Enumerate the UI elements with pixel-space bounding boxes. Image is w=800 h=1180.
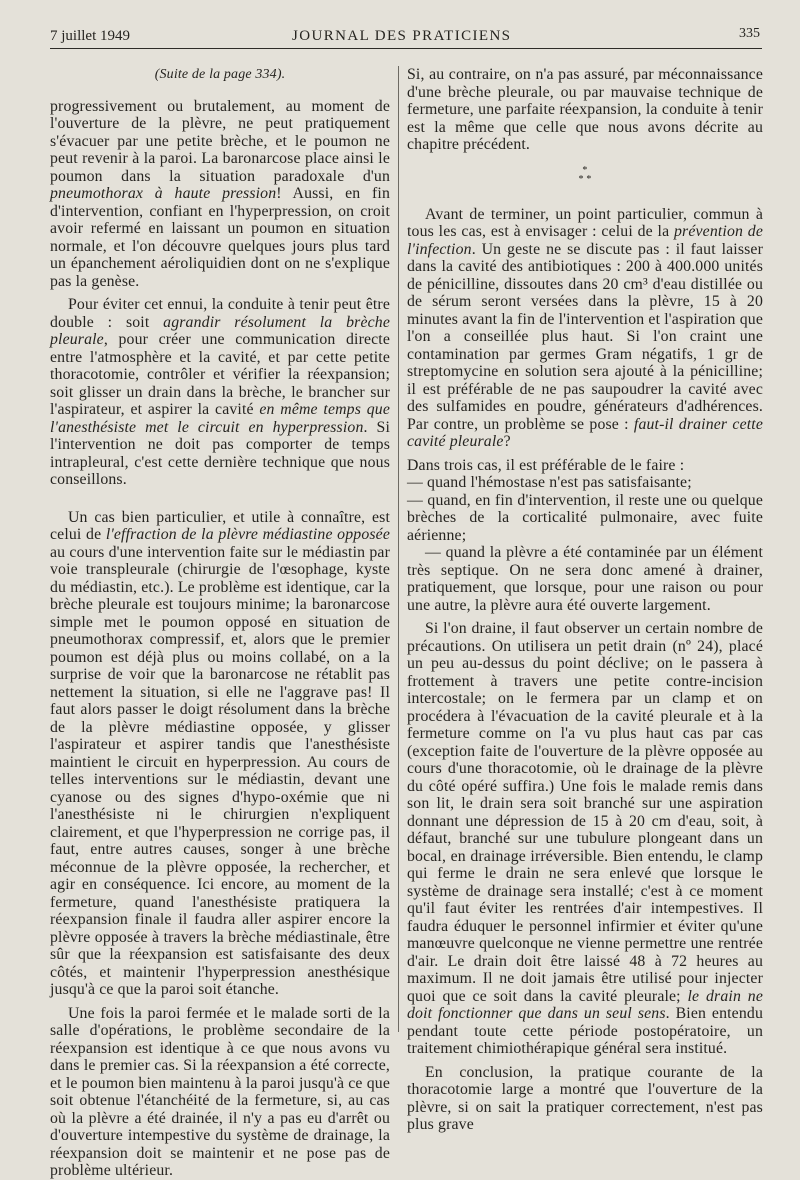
- running-header: [50, 24, 762, 49]
- right-column: [407, 66, 763, 1133]
- left-column: [50, 66, 391, 1179]
- issue-date: 7 juillet 1949: [50, 28, 130, 44]
- page-number: 335: [739, 26, 760, 41]
- paragraph: Une fois la paroi fermée et le malade sorti de la salle d'opérations, le problème secondaire de la réexpansion est identique à ce que nous avons vu dans le premier cas. Si la réexpansion a été correcte, et le poumon bien maintenu à la paroi jusqu'à ce que soit obtenue l'étanchéité de la fermeture, si, au cas où la plèvre a été drainée, il n'y a pas eu d'arrêt ou d'ouverture intempestive du système de drainage, la réexpansion doit se maintenir et ne pose pas de problème ultérieur.: [50, 1004, 390, 1179]
- list-item: — quand, en fin d'intervention, il reste une ou quelque brèches de la corticalité pulmonaire, avec fuite aérienne;: [407, 491, 763, 544]
- paragraph: Si l'on draine, il faut observer un certain nombre de précautions. On utilisera un petit drain (nº 24), placé un peu au-dessus du point déclive; on le passera à frottement à travers une petite contre-incision intercostale; on le fermera par un clamp et on procédera à l'évacuation de la cavité pleurale et à la fermeture comme on l'a vu plus haut cas par cas (exception faite de l'ouverture de la plèvre opposée au cours d'une thoracotomie, où le drainage de la plèvre du côté opéré suffira.) Une fois le malade remis dans son lit, le drain sera soit branché sur une aspiration donnant une dépression de 15 à 20 cm d'eau, soit, à défaut, branché sur une tubulure plongeant dans un bocal, en drainage irréversible. Bien entendu, le clamp qui ferme le drain ne sera enlevé que lorsque le système de drainage sera installé; c'est à ce moment qu'il faut éviter les rentrées d'air intempestives. Il faudra éduquer le personnel infirmier et éviter qu'une manœuvre quelconque ne vienne permettre une rentrée d'air. Le drain doit être laissé 48 à 72 heures au maximum. Il ne doit jamais être utilisé pour injecter quoi que ce soit dans la cavité pleurale; le drain ne doit fonctionner que dans un seul sens. Bien entendu pendant toute cette période postopératoire, un traitement chimiothérapique général sera institué.: [407, 620, 763, 1057]
- journal-title: JOURNAL DES PRATICIENS: [292, 28, 512, 44]
- section-separator: * * *: [578, 164, 592, 185]
- paragraph: Avant de terminer, un point particulier, commun à tous les cas, est à envisager : celui de la prévention de l'infection. Un geste ne se discute pas : il faut laisser dans la cavité des antibiotiques : 200 à 400.000 unités de pénicilline, dissoutes dans 20 cm³ d'eau distillée ou de sérum seront versées dans la plèvre, 15 à 20 minutes avant la fin de l'intervention et l'aspiration que l'on a conseillée plus haut. Si l'on craint une contamination par germes Gram négatifs, 1 gr de streptomycine en solution sera ajouté à la pénicilline; il est préférable de ne pas saupoudrer la cavité avec des sulfamides en poudre, générateurs d'adhérences. Par contre, un problème se pose : faut-il drainer cette cavité pleurale?: [407, 205, 763, 450]
- paragraph: progressivement ou brutalement, au moment de l'ouverture de la plèvre, ne peut pratiquement s'évacuer par une petite brèche, et le poumon ne peut revenir à la paroi. La baronarcose place ainsi le poumon dans la situation paradoxale d'un pneumothorax à haute pression! Aussi, en fin d'intervention, confiant en l'hyperpression, on croit avoir refermé en laissant un poumon en situation normale, et l'on découvre quelques jours plus tard un épanchement aéroliquidien dont on ne s'explique pas la genèse.: [50, 97, 391, 290]
- paragraph: Si, au contraire, on n'a pas assuré, par méconnaissance d'une brèche pleurale, ou par mauvaise technique de fermeture, une parfaite réexpansion, la conduite à tenir est la même que celle que nous avons décrite au chapitre précédent.: [407, 66, 763, 153]
- list-item: — quand la plèvre a été contaminée par un élément très septique. On ne sera donc amené à drainer, pratiquement, que lorsque, pour une raison ou pour une autre, la plèvre aura été ouverte largement.: [407, 544, 763, 614]
- continuation-note: (Suite de la page 334).: [154, 67, 286, 82]
- paragraph: Un cas bien particulier, et utile à connaître, est celui de l'effraction de la plèvre médiastine opposée au cours d'une intervention faite sur le médiastin par voie transpleurale (chirurgie de l'œsophage, kyste du médiastin, etc.). Le problème est identique, car la brèche pleurale est toujours minime; la baronarcose simple met le poumon opposé en situation de pneumothorax compressif, et, alors que le premier poumon est déjà plus ou moins collabé, on a la surprise de voir que la baronarcose ne rétablit pas nettement la situation, si elle ne l'aggrave pas! Il faut alors passer le doigt résolument dans la brèche de la plèvre médiastine opposée, y glisser l'aspirateur et aspirer tandis que l'anesthésiste maintient le circuit en hyperpression. Au cours de telles interventions sur le médiastin, devant une cyanose ou des signes d'hypo-oxémie que ni l'anesthésiste ni le chirurgien n'expliquent clairement, et que l'hyperpression ne corrige pas, il faut, entre autres causes, songer à une brèche méconnue de la plèvre opposée, la rechercher, et agir en conséquence. Ici encore, au moment de la fermeture, quand l'anesthésiste pratiquera la réexpansion finale il faudra aller aspirer encore la plèvre opposée à travers la brèche médiastinale, être sûr que la réexpansion est satisfaisante des deux côtés, et maintenir l'hyperpression anesthésique jusqu'à ce que la paroi soit étanche.: [50, 508, 390, 998]
- paragraph: Pour éviter cet ennui, la conduite à tenir peut être double : soit agrandir résolument la brèche pleurale, pour créer une communication directe entre l'atmosphère et la cavité, et par cette petite thoracotomie, contrôler et vérifier la réexpansion; soit glisser un drain dans la brèche, le brancher sur l'aspirateur, et aspirer la cavité en même temps que l'anesthésiste met le circuit en hyperpression. Si l'intervention ne doit pas comporter de temps intrapleural, c'est cette dernière technique que nous conseillons.: [50, 296, 390, 488]
- column-divider: [398, 66, 399, 1032]
- paragraph: Dans trois cas, il est préférable de le faire :: [407, 456, 685, 474]
- paragraph: En conclusion, la pratique courante de la thoracotomie large a montré que l'ouverture de la plèvre, si on sait la pratiquer correctement, n'est pas plus grave: [407, 1063, 763, 1133]
- list-item: — quand l'hémostase n'est pas satisfaisante;: [407, 474, 692, 491]
